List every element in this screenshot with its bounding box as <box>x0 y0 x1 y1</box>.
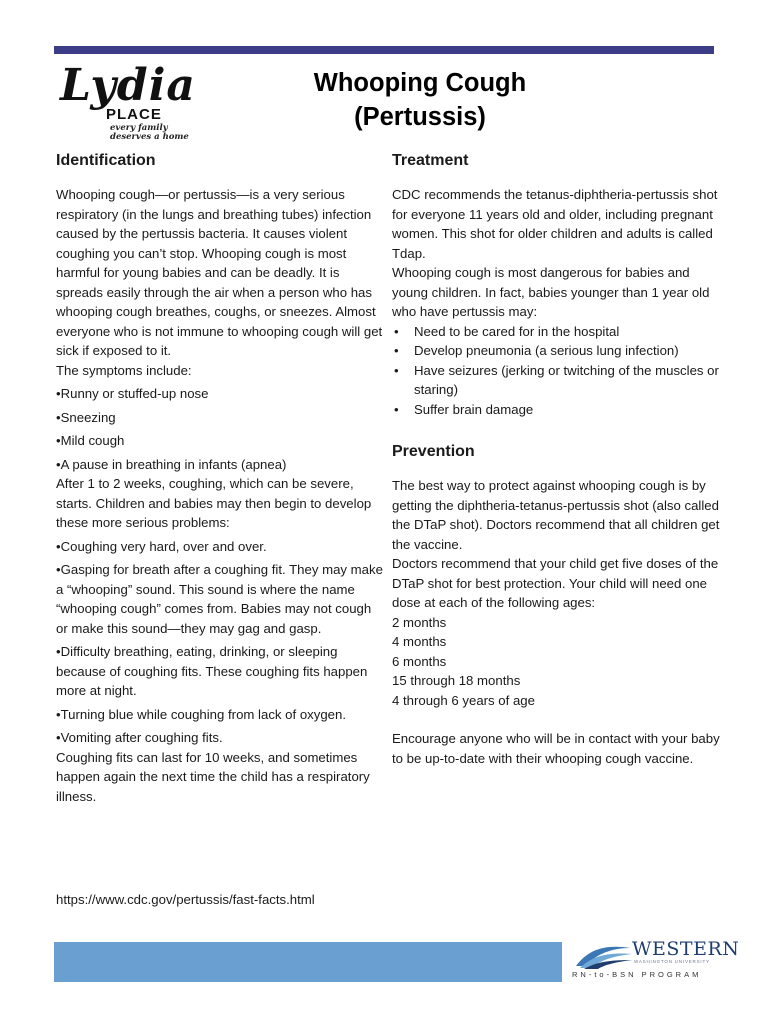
symptoms-lead: The symptoms include: <box>56 362 192 378</box>
logo-tagline-line-2: deserves a home <box>110 132 189 142</box>
lydia-place-logo <box>58 60 198 155</box>
dose-age: 4 months <box>392 634 447 649</box>
footer-bar <box>54 942 562 982</box>
dose-age: 4 through 6 years of age <box>392 692 535 708</box>
wwu-program: RN-to-BSN PROGRAM <box>572 970 702 979</box>
serious-problem-item: •Turning blue while coughing from lack of oxygen. <box>56 706 347 722</box>
logo-tagline <box>110 124 189 142</box>
serious-problem-item: •Coughing very hard, over and over. <box>56 538 267 554</box>
dose-age: 2 months <box>392 614 447 630</box>
title-line-1: Whooping Cough <box>313 69 527 97</box>
page-title <box>260 66 580 134</box>
source-link[interactable]: https://www.cdc.gov/pertussis/fast-facts.html <box>56 892 315 907</box>
left-column <box>56 150 386 806</box>
later-stage-text: After 1 to 2 weeks, coughing, which can be severe, starts. Children and babies may then begin to develop these more serious problems: <box>56 476 372 530</box>
treatment-list <box>392 322 722 420</box>
wwu-name: WESTERN <box>632 938 740 960</box>
treatment-list-item: • Have seizures (jerking or twitching of the muscles or staring) <box>392 361 722 400</box>
dose-age: 6 months <box>392 653 447 669</box>
serious-problem-item: •Difficulty breathing, eating, drinking, or sleeping because of coughing fits. These coughing fits happen more at night. <box>56 644 368 698</box>
title-line-2: (Pertussis) <box>354 103 486 131</box>
wave-icon <box>574 940 634 970</box>
identification-intro: Whooping cough—or pertussis—is a very serious respiratory (in the lungs and breathing tubes) infection caused by the pertussis bacteria. It causes violent coughing you can’t stop. Whooping cough is most harmful for young babies and can be deadly. It is spreads easily through the air when a person who has whooping cough breathes, coughs, or sneezes. Almost everyone who is not immune to whooping cough will get sick if exposed to it. <box>56 187 383 358</box>
prevention-heading: Prevention <box>392 443 475 460</box>
right-column <box>392 150 722 768</box>
serious-problem-item: •Vomiting after coughing fits. <box>56 730 223 745</box>
logo-name: Lydia <box>60 60 196 111</box>
symptom-item: •A pause in breathing in infants (apnea) <box>56 456 287 472</box>
dose-age: 15 through 18 months <box>392 673 521 688</box>
treatment-paragraph-2: Whooping cough is most dangerous for babies and young children. In fact, babies younger than 1 year old who have pertussis may: <box>392 265 710 319</box>
symptom-item: •Runny or stuffed-up nose <box>56 386 209 401</box>
treatment-list-item: • Suffer brain damage <box>392 400 722 420</box>
treatment-list-item: • Develop pneumonia (a serious lung infection) <box>392 341 722 361</box>
wwu-logo <box>570 938 740 986</box>
spacer <box>392 710 722 729</box>
symptom-item: •Mild cough <box>56 433 125 448</box>
serious-problem-item: •Gasping for breath after a coughing fit. They may make a “whooping” sound. This sound is where the name “whooping cough” comes from. Babies may not cough or make this sound—they may gag and gasp. <box>56 562 383 636</box>
identification-heading: Identification <box>56 152 156 169</box>
logo-sub: PLACE <box>106 106 162 123</box>
prevention-paragraph-2: Doctors recommend that your child get five doses of the DTaP shot for best protection. Your child will need one dose at each of the following ages: <box>392 556 719 610</box>
treatment-paragraph-1: CDC recommends the tetanus-diphtheria-pertussis shot for everyone 11 years old and older, including pregnant women. This shot for older children and adults is called Tdap. <box>392 187 718 261</box>
top-accent-bar <box>54 46 714 54</box>
treatment-heading: Treatment <box>392 152 469 169</box>
treatment-list-item: • Need to be cared for in the hospital <box>392 322 722 342</box>
prevention-paragraph-3: Encourage anyone who will be in contact with your baby to be up-to-date with their whooping cough vaccine. <box>392 731 720 766</box>
wwu-sub: WASHINGTON UNIVERSITY <box>634 959 710 964</box>
prevention-paragraph-1: The best way to protect against whooping cough is by getting the diphtheria-tetanus-pertussis shot (also called the DTaP shot). Doctors recommend that all children get the vaccine. <box>392 478 720 552</box>
logo-tagline-line-1: every family <box>110 123 168 133</box>
symptom-item: •Sneezing <box>56 409 116 425</box>
identification-closing: Coughing fits can last for 10 weeks, and sometimes happen again the next time the child has a respiratory illness. <box>56 749 370 804</box>
